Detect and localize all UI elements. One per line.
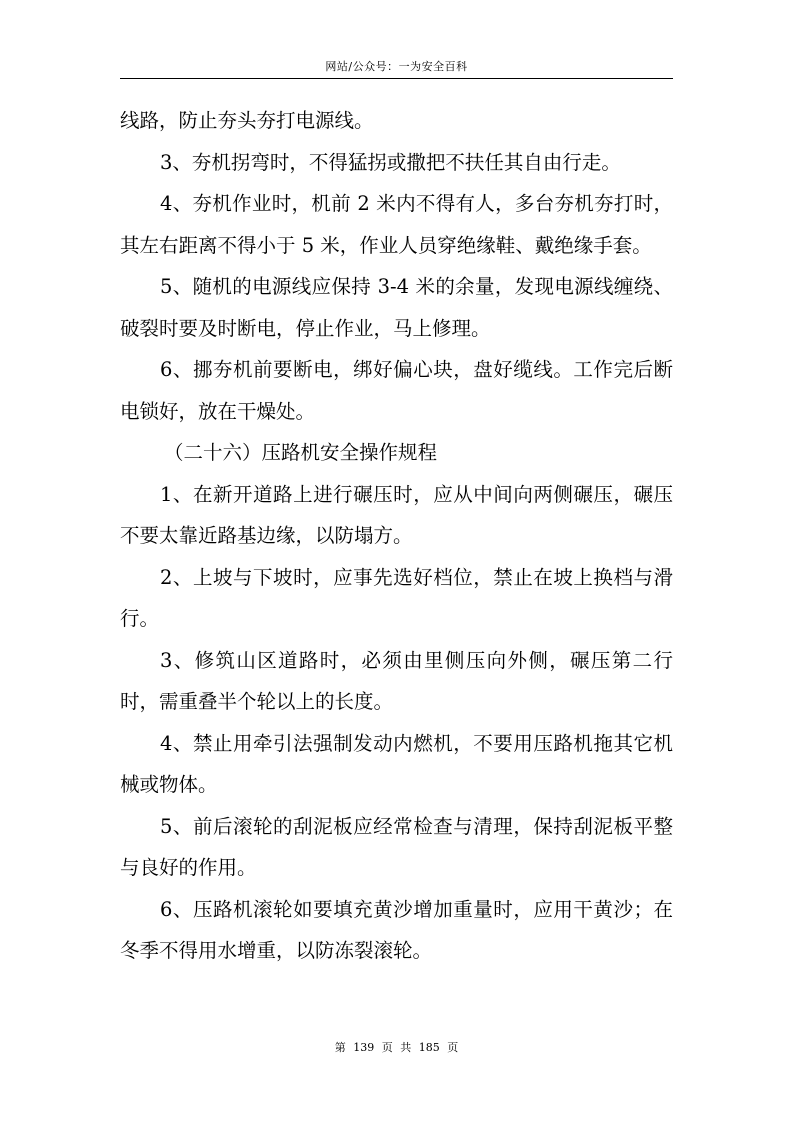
paragraph-item: 4、禁止用牵引法强制发动内燃机，不要用压路机拖其它机械或物体。 — [120, 731, 673, 796]
paragraph-item: 3、修筑山区道路时，必须由里侧压向外侧，碾压第二行时，需重叠半个轮以上的长度。 — [120, 648, 673, 713]
page-header — [120, 56, 673, 79]
page-footer — [120, 1040, 673, 1056]
document-body — [120, 100, 673, 972]
paragraph-item: 5、随机的电源线应保持 3-4 米的余量，发现电源线缠绕、破裂时要及时断电，停止作业，马上修理。 — [120, 275, 673, 340]
paragraph-item: 2、上坡与下坡时，应事先选好档位，禁止在坡上换档与滑行。 — [120, 565, 673, 630]
section-heading: （二十六）压路机安全操作规程 — [164, 441, 438, 464]
paragraph-continuation: 线路，防止夯头夯打电源线。 — [120, 109, 374, 132]
paragraph-item: 5、前后滚轮的刮泥板应经常检查与清理，保持刮泥板平整与良好的作用。 — [120, 814, 673, 879]
paragraph-item: 6、挪夯机前要断电，绑好偏心块，盘好缆线。工作完后断电锁好，放在干燥处。 — [120, 358, 673, 423]
page-number: 第 139 页 共 185 页 — [334, 1041, 459, 1054]
header-text: 网站/公众号：一为安全百科 — [325, 60, 468, 73]
paragraph-item: 3、夯机拐弯时，不得猛拐或撒把不扶任其自由行走。 — [160, 150, 621, 174]
paragraph-item: 6、压路机滚轮如要填充黄沙增加重量时，应用干黄沙；在冬季不得用水增重，以防冻裂滚轮。 — [120, 897, 673, 962]
paragraph-item: 1、在新开道路上进行碾压时，应从中间向两侧碾压，碾压不要太靠近路基边缘，以防塌方。 — [120, 482, 673, 547]
paragraph-item: 4、夯机作业时，机前 2 米内不得有人，多台夯机夯打时，其左右距离不得小于 5 米，作业人员穿绝缘鞋、戴绝缘手套。 — [120, 192, 673, 257]
